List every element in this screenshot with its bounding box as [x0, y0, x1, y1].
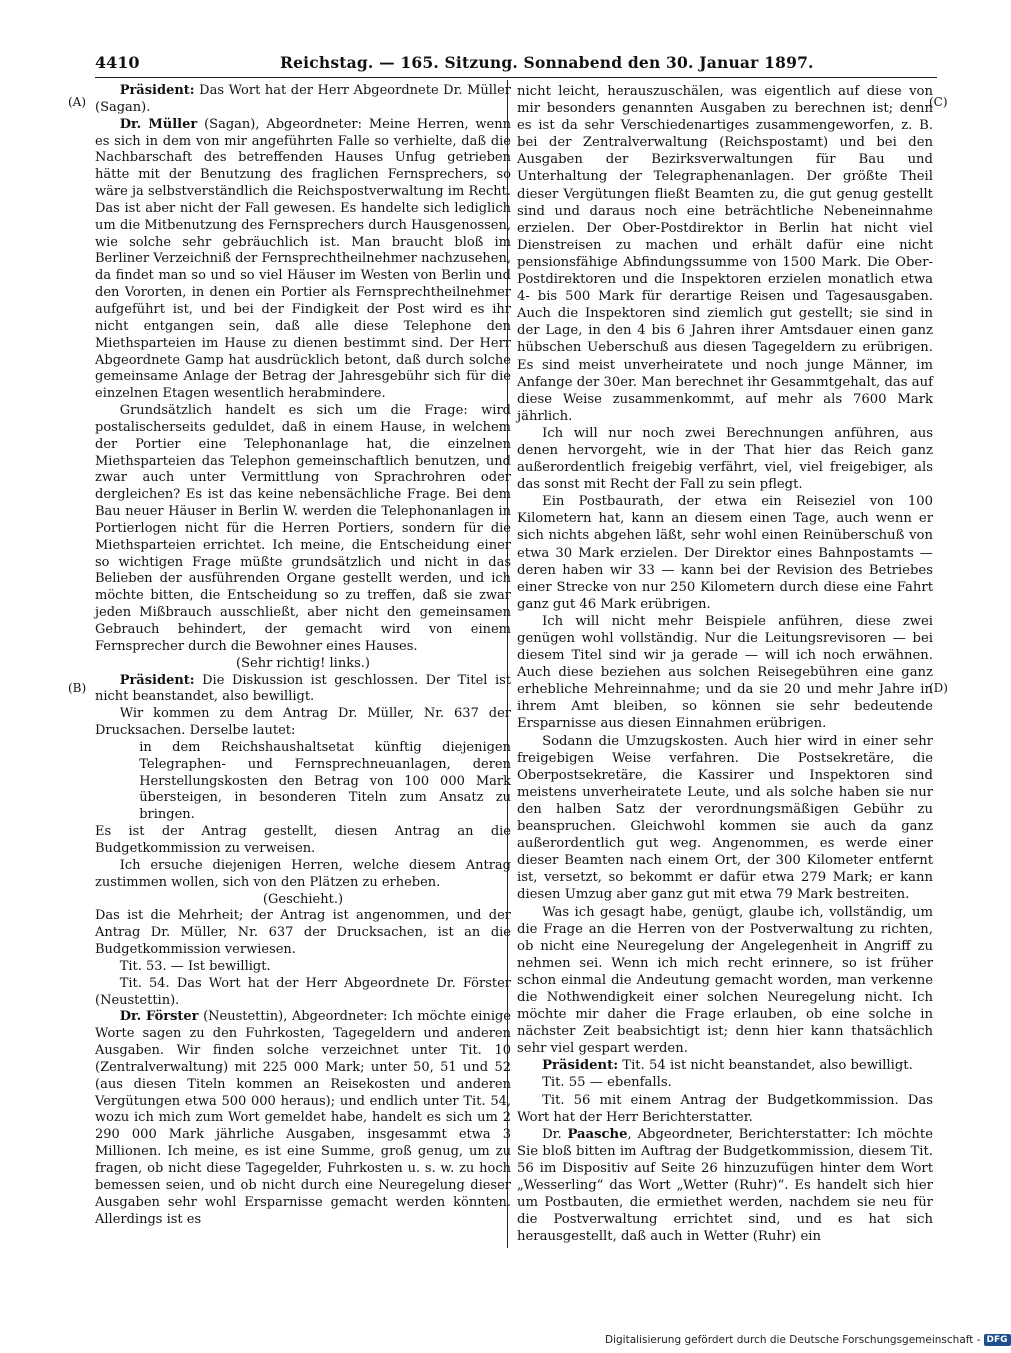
credit-text: Digitalisierung gefördert durch die Deutsche Forschungsgemeinschaft -	[605, 1334, 981, 1346]
paragraph: Es ist der Antrag gestellt, diesen Antrag an die Budgetkommission zu verweisen.	[95, 824, 511, 856]
motion-text: in dem Reichshaushaltsetat künftig diejenigen Telegraphen- und Fernsprechneuanlagen, deren Herstellungskosten den Betrag von 100 000 Mark übersteigen, in besonderen Titeln zum Ansatz zu bringen.	[139, 739, 511, 823]
paragraph: Das ist die Mehrheit; der Antrag ist angenommen, und der Antrag Dr. Müller, Nr. 637 der Drucksachen, ist an die Budgetkommission verwiesen.	[95, 908, 511, 958]
speaker-label: Präsident:	[119, 83, 195, 98]
speaker-name: Dr. Förster	[119, 1009, 199, 1025]
paragraph: Tit. 53. — Ist bewilligt.	[119, 958, 271, 974]
paragraph: Tit. 55 — ebenfalls.	[542, 1075, 672, 1091]
margin-mark-d: (D)	[929, 681, 948, 695]
left-column	[95, 83, 511, 1228]
paragraph: nicht leicht, herauszuschälen, was eigentlich auf diese von mir besonders genannten Ausgaben zu berechnen ist; denn es ist da sehr Verschiedenartiges zusammengeworfen, z. B. bei der Zentralverwaltung (Reichspostamt) und bei den Ausgaben der Bezirksverwaltungen für Bau und Unterhaltung der Telegraphenanlagen. Der größte Theil dieser Vergütungen fließt Beamten zu, die gut genug gestellt sind und daraus noch eine beträchtliche Nebeneinnahme erzielen. Der Ober-Postdirektor in Berlin hat nicht viel Dienstreisen zu machen und erhält dafür eine nicht pensionsfähige Abfindungssumme von 1500 Mark. Die Ober-Postdirektoren und die Inspektoren erzielen monatlich etwa 4- bis 500 Mark für derartige Reisen und Tagesausgaben. Auch die Inspektoren sind ziemlich gut gestellt; sie sind in der Lage, in den 4 bis 6 Jahren ihrer Amtsdauer einen ganz hübschen Ueberschuß aus diesen Tagegeldern zu erübrigen. Es sind meist unverheiratete und noch junge Männer, im Anfange der 30er. Man berechnet ihr Gesammtgehalt, das auf diese Weise zusammenkommt, auf mehr als 7600 Mark jährlich.	[517, 84, 933, 424]
margin-mark-a: (A)	[68, 95, 87, 109]
right-column	[517, 83, 933, 1245]
margin-mark-c: (C)	[929, 95, 948, 109]
dfg-logo: DFG	[984, 1334, 1011, 1346]
margin-mark-b: (B)	[68, 681, 87, 695]
paragraph: Grundsätzlich handelt es sich um die Frage: wird postalischerseits geduldet, daß in einem Hause, in welchem der Portier eine Telephonanlage hat, die einzelnen Miethsparteien das Telephon gemeinschaftlich benutzen, und zwar auch unter Vermittlung von Sprachrohren oder dergleichen? Es ist das keine nebensächliche Frage. Bei dem Bau neuer Häuser in Berlin W. werden die Telephonanlagen in Portierlogen nicht für die Herren Portiers, sondern für die Miethsparteien errichtet. Ich meine, die Entscheidung einer so wichtigen Frage müßte grundsätzlich und nicht in das Belieben der ausführenden Organe gestellt werden, und ich möchte bitten, die Entscheidung so zu treffen, daß sie zwar jeden Mißbrauch ausschließt, aber nicht den gemeinsamen Gebrauch behindert, der gemacht wird von einem Fernsprecher durch die Bewohner eines Hauses.	[95, 403, 511, 654]
speaker-name: Paasche	[567, 1126, 628, 1142]
paragraph: Was ich gesagt habe, genügt, glaube ich, vollständig, um die Frage an die Herren von der Postverwaltung zu richten, ob nicht eine Neuregelung der Angelegenheit in Angriff zu nehmen sei. Wenn ich mich recht erinnere, so ist früher schon einmal die Andeutung gemacht worden, man verkenne die Nothwendigkeit einer solchen Neuregelung nicht. Ich möchte mir daher die Frage erlauben, ob eine solche in nächster Zeit beabsichtigt ist; denn hier kann thatsächlich sehr viel gespart werden.	[517, 904, 933, 1057]
interjection: (Sehr richtig! links.)	[236, 655, 370, 671]
paragraph: Präsident: Das Wort hat der Herr Abgeordnete Dr. Müller (Sagan).	[95, 83, 511, 115]
paragraph: Ich will nicht mehr Beispiele anführen, diese zwei genügen wohl vollständig. Nur die Leitungsrevisoren — bei diesem Titel sind wir ja gerade — will ich noch erwähnen. Auch diese beziehen aus solchen Reisegebühren eine ganz erhebliche Mehreinnahme; und da sie 20 und mehr Jahre in ihrem Amt bleiben, so können sie sehr bedeutende Ersparnisse aus diesen Einnahmen erübrigen.	[517, 613, 933, 732]
paragraph: Sodann die Umzugskosten. Auch hier wird in einer sehr freigebigen Weise verfahren. Die Postsekretäre, die Oberpostsekretäre, die Kassirer und Inspektoren sind meistens unverheiratete Leute, und als solche haben sie nur den halben Satz der verordnungsmäßigen Gebühr zu beanspruchen. Gleichwohl kommen sie auch da ganz außerordentlich gut weg. Angenommen, es werde einer dieser Beamten nach einem Ort, der 300 Kilometer entfernt ist, versetzt, so bekommt er dafür etwa 279 Mark; er kann diesen Umzug aber ganz gut mit etwa 79 Mark bestreiten.	[517, 733, 933, 903]
paragraph: Tit. 54. Das Wort hat der Herr Abgeordnete Dr. Förster (Neustettin).	[95, 975, 511, 1008]
speaker-label: Präsident:	[542, 1058, 619, 1074]
speaker-name: Dr. Müller	[119, 116, 198, 132]
paragraph: Ich will nur noch zwei Berechnungen anführen, aus denen hervorgeht, wie in der That hier das Reich ganz außerordentlich freigebig verfährt, viel, viel freigebiger, als das sonst mit Recht der Fall zu sein pflegt.	[517, 425, 933, 493]
interjection: (Geschieht.)	[262, 891, 344, 907]
page-number: 4410	[95, 53, 140, 72]
page-header	[95, 47, 937, 77]
paragraph: Wir kommen zu dem Antrag Dr. Müller, Nr. 637 der Drucksachen. Derselbe lautet:	[95, 706, 511, 739]
speaker-label: Präsident:	[119, 672, 195, 688]
paragraph: Ein Postbaurath, der etwa ein Reiseziel von 100 Kilometern hat, kann an diesem einen Tage, auch wenn er sich nichts abgehen läßt, sehr wohl einen Reinüberschuß von etwa 30 Mark erzielen. Der Direktor eines Bahnpostamts — deren haben wir 33 — kann bei der Revision des Betriebes einer Strecke von nur 250 Kilometern durch diese eine Fahrt ganz gut 46 Mark erübrigen.	[517, 494, 933, 612]
paragraph: Ich ersuche diejenigen Herren, welche diesem Antrag zustimmen wollen, sich von den Plätzen zu erheben.	[95, 857, 511, 890]
paragraph: Tit. 56 mit einem Antrag der Budgetkommission. Das Wort hat der Herr Berichterstatter.	[517, 1092, 933, 1125]
paragraph: Präsident: Die Diskussion ist geschlossen. Der Titel ist nicht beanstandet, also bewilligt.	[95, 672, 511, 705]
paragraph: Präsident: Tit. 54 ist nicht beanstandet, also bewilligt.	[542, 1058, 913, 1074]
paragraph: Dr. Förster (Neustettin), Abgeordneter: Ich möchte einige Worte sagen zu den Fuhrkosten, Tagegeldern und anderen Ausgaben. Wir finden solche verzeichnet unter Tit. 10 (Zentralverwaltung) mit 225 000 Mark; unter 50, 51 und 52 (aus diesen Titeln kommen an Reisekosten und anderen Vergütungen etwa 500 000 heraus); und endlich unter Tit. 54, wozu ich mich zum Wort gemeldet habe, handelt es sich um 2 290 000 Mark jährliche Ausgaben, insgesammt etwa 3 Millionen. Ich meine, es ist eine Summe, groß genug, um zu fragen, ob nicht diese Tagegelder, Fuhrkosten u. s. w. zu hoch bemessen seien, und ob nicht durch eine Neuregelung dieser Ausgaben sehr wohl Ersparnisse gemacht werden könnten. Allerdings ist es	[95, 1009, 511, 1227]
paragraph: Dr. Müller (Sagan), Abgeordneter: Meine Herren, wenn es sich in dem von mir angeführten Falle so verhielte, daß die Nachbarschaft des betreffenden Hauses Unfug getrieben hätte mit der Benutzung des fraglichen Fernsprechers, so wäre ja selbstverständlich die Reichspostverwaltung im Recht. Das ist aber nicht der Fall gewesen. Es handelte sich lediglich um die Mitbenutzung des Fernsprechers durch Hausgenossen, wie solche sehr gebräuchlich ist. Man braucht bloß im Berliner Verzeichniß der Fernsprechtheilnehmer nachzusehen, da findet man so und so viel Häuser im Westen von Berlin und den Vororten, in denen ein Portier als Fernsprechtheilnehmer aufgeführt ist, und bei der Findigkeit der Post wird es ihr nicht entgangen sein, daß alle diese Telephone den Miethsparteien im Hause zu dienen bestimmt sind. Der Herr Abgeordnete Gamp hat ausdrücklich betont, daß durch solche gemeinsame Anlage der Betrag der Jahresgebühr sich für die einzelnen Etagen wesentlich herabmindere.	[95, 116, 511, 402]
digitization-credit	[605, 1334, 1011, 1346]
header-rule	[95, 77, 937, 78]
paragraph: Dr. Paasche, Abgeordneter, Berichterstatter: Ich möchte Sie bloß bitten im Auftrag der Budgetkommission, diesem Tit. 56 im Dispositiv auf Seite 26 hinzuzufügen hinter dem Wort „Wesserling“ das Wort „Wetter (Ruhr)“. Es handelt sich hier um Postbauten, die ermiethet werden, nachdem sie neu für die Postverwaltung errichtet sind, und es hat sich herausgestellt, daß auch in Wetter (Ruhr) ein	[517, 1126, 933, 1245]
running-title: Reichstag. — 165. Sitzung. Sonnabend den 30. Januar 1897.	[280, 53, 814, 72]
